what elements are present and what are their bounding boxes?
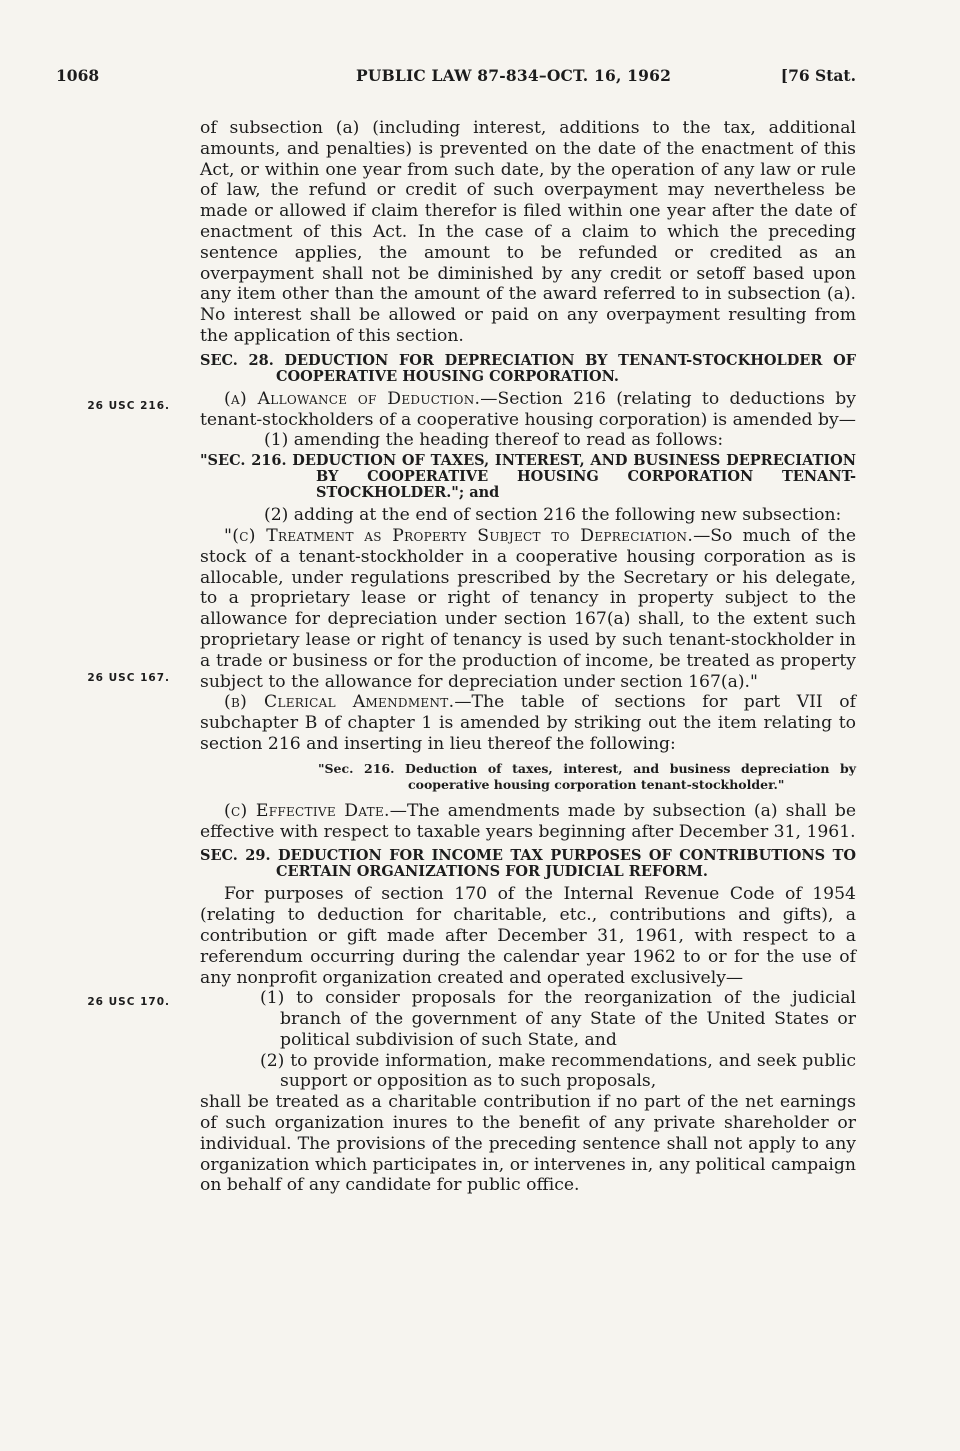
section-29-heading: SEC. 29. DEDUCTION FOR INCOME TAX PURPOSES OF CONTRIBUTIONS TO CERTAIN ORGANIZATIONS FOR JUDICIAL REFORM. <box>200 847 856 881</box>
section-29-closing: shall be treated as a charitable contribution if no part of the net earnings of such organization inures to the benefit of any private shareholder or individual. The provisions of the preceding sentence shall not apply to any organization which participates in, or intervenes in, any political campaign on behalf of any candidate for public office. <box>200 1092 856 1196</box>
table-of-sections-entry: "Sec. 216. Deduction of taxes, interest, and business depreciation by cooperative housing corporation tenant-stockholder." <box>318 760 856 792</box>
margin-note-usc-170: 26 USC 170. <box>87 996 170 1008</box>
amendment-item-1: (1) amending the heading thereof to read as follows: <box>264 430 724 451</box>
subsection-a-label: (a) Allowance of Deduction. <box>224 388 481 409</box>
section-29-item-2: (2) to provide information, make recommendations, and seek public support or opposition as to such proposals, <box>260 1050 856 1092</box>
continuation-paragraph: of subsection (a) (including interest, additions to the tax, additional amounts, and penalties) is prevented on the date of the enactment of this Act, or within one year from such date, by the operation of any law or rule of law, the refund or credit of such overpayment may nevertheless be made or allowed if claim therefor is filed within one year after the date of enactment of this Act. In the case of a claim to which the preceding sentence applies, the amount to be refunded or credited as an overpayment shall not be diminished by any credit or setoff based upon any item other than the amount of the award referred to in subsection (a). No interest shall be allowed or paid on any overpayment resulting from the application of this section. <box>200 118 856 346</box>
effective-date-text: —The amendments made by subsection (a) shall be effective with respect to taxable years beginning after December 31, 1961. <box>200 800 856 842</box>
effective-date-label: (c) Effective Date. <box>224 800 390 821</box>
subsection-b-label: (b) Clerical Amendment. <box>224 692 455 713</box>
document-body <box>200 118 856 1196</box>
section-29-item-1: (1) to consider proposals for the reorganization of the judicial branch of the government of any State of the United States or political subdivision of such State, and <box>260 988 856 1050</box>
page-header <box>56 66 856 90</box>
section-28-heading: SEC. 28. DEDUCTION FOR DEPRECIATION BY TENANT-STOCKHOLDER OF COOPERATIVE HOUSING CORPORATION. <box>200 351 856 385</box>
running-title: PUBLIC LAW 87-834–OCT. 16, 1962 <box>356 66 672 85</box>
subsection-b-text: —The table of sections for part VII of subchapter B of chapter 1 is amended by striking out the item relating to section 216 and inserting in lieu thereof the following: <box>200 692 857 754</box>
quoted-section-heading: "SEC. 216. DEDUCTION OF TAXES, INTEREST, AND BUSINESS DEPRECIATION BY COOPERATIVE HOUSING CORPORATION TENANT-STOCKHOLDER."; and <box>200 452 856 502</box>
section-29-text: For purposes of section 170 of the Internal Revenue Code of 1954 (relating to deduction for charitable, etc., contributions and gifts), a contribution or gift made after December 31, 1961, with respect to a referendum occurring during the calendar year 1962 to or for the use of any nonprofit organization created and operated exclusively— <box>200 884 856 988</box>
margin-note-usc-167: 26 USC 167. <box>87 672 170 684</box>
section-28-subsection-c <box>200 801 856 843</box>
subsection-c-label: "(c) Treatment as Property Subject to Depreciation. <box>224 525 694 546</box>
page-number: 1068 <box>56 66 100 85</box>
new-subsection-c <box>200 526 856 692</box>
section-28-subsection-b <box>200 692 856 754</box>
subsection-c-text: —So much of the stock of a tenant-stockholder in a cooperative housing corporation as is allocable, under regulations prescribed by the Secretary or his delegate, to a proprietary lease or right of tenancy in property subject to the allowance for depreciation under section 167(a) shall, to the extent such proprietary lease or right of tenancy is used by such tenant-stockholder in a trade or business or for the production of income, be treated as property subject to the allowance for depreciation under section 167(a)." <box>200 525 857 692</box>
section-28-subsection-a <box>200 389 856 431</box>
volume-reference: [76 Stat. <box>780 66 856 85</box>
amendment-item-2: (2) adding at the end of section 216 the following new subsection: <box>264 505 842 526</box>
margin-note-usc-216: 26 USC 216. <box>87 400 170 412</box>
subsection-a-text: —Section 216 (relating to deductions by tenant-stockholders of a cooperative housing corporation) is amended by— <box>200 388 857 430</box>
